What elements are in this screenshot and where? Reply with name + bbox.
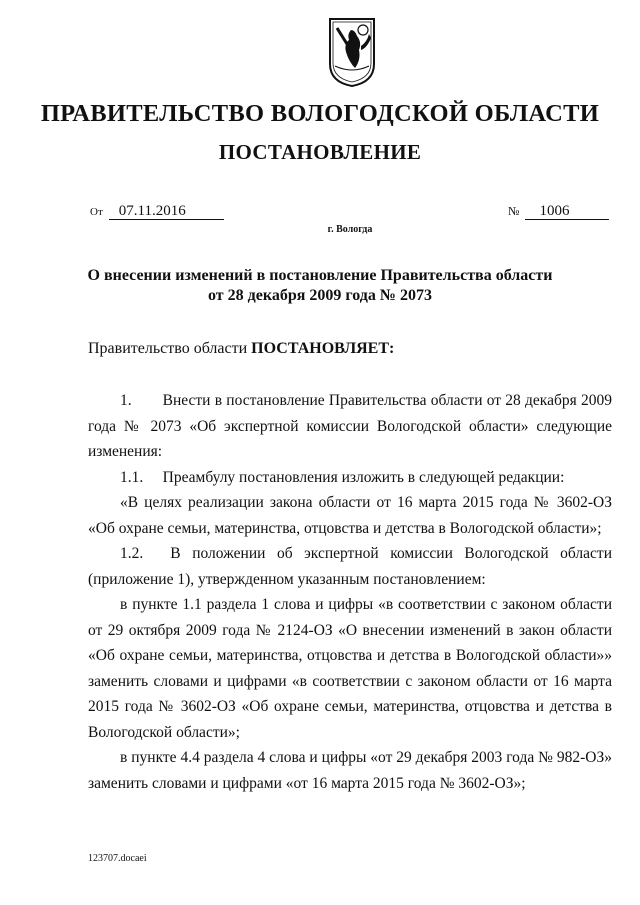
coat-of-arms-icon: [327, 16, 377, 88]
footer-file-name: 123707.docaei: [88, 853, 147, 864]
subject-line-1: О внесении изменений в постановление Правительства области: [87, 267, 553, 284]
document-body: [88, 388, 612, 796]
organization-title: ПРАВИТЕЛЬСТВО ВОЛОГОДСКОЙ ОБЛАСТИ: [40, 100, 600, 127]
number-field: [508, 203, 609, 220]
date-label: От: [90, 206, 103, 218]
number-label: №: [508, 204, 520, 218]
city: г. Вологда: [327, 224, 373, 235]
number-value: 1006: [525, 204, 609, 220]
date-value: 07.11.2016: [109, 204, 224, 220]
decree-phrase: [88, 340, 394, 358]
subject-line-2: от 28 декабря 2009 года № 2073: [208, 287, 432, 304]
decree-prefix: Правительство области: [88, 340, 248, 357]
paragraph-1-2: 1.2. В положении об экспертной комиссии Вологодской области (приложение 1), утвержденном указанным постановлением:: [88, 545, 612, 588]
document-subject: [0, 266, 640, 306]
paragraph-1-1-text: «В целях реализации закона области от 16 марта 2015 года № 3602-ОЗ «Об охране семьи, материнства, отцовства и детства в Вологодской области»;: [88, 494, 612, 537]
paragraph-1-1: 1.1. Преамбулу постановления изложить в следующей редакции:: [120, 468, 565, 486]
paragraph-1: 1. Внести в постановление Правительства области от 28 декабря 2009 года № 2073 «Об экспертной комиссии Вологодской области» следующие изменения:: [88, 392, 612, 460]
decree-verb: ПОСТАНОВЛЯЕТ:: [251, 340, 395, 357]
date-field: [90, 203, 224, 220]
paragraph-1-2-item-2: в пункте 4.4 раздела 4 слова и цифры «от 29 декабря 2003 года № 982-ОЗ» заменить словами и цифрами «от 16 марта 2015 года № 3602-ОЗ»;: [88, 749, 612, 792]
paragraph-1-2-item-1: в пункте 1.1 раздела 1 слова и цифры «в соответствии с законом области от 29 октября 2009 года № 2124-ОЗ «О внесении изменений в закон области «Об охране семьи, материнства, отцовства и детства в Вологодской области»» заменить словами и цифрами «в соответствии с законом области от 16 марта 2015 года № 3602-ОЗ «Об охране семьи, материнства, отцовства и детства в Вологодской области»;: [88, 596, 612, 741]
document-type: ПОСТАНОВЛЕНИЕ: [218, 140, 422, 164]
